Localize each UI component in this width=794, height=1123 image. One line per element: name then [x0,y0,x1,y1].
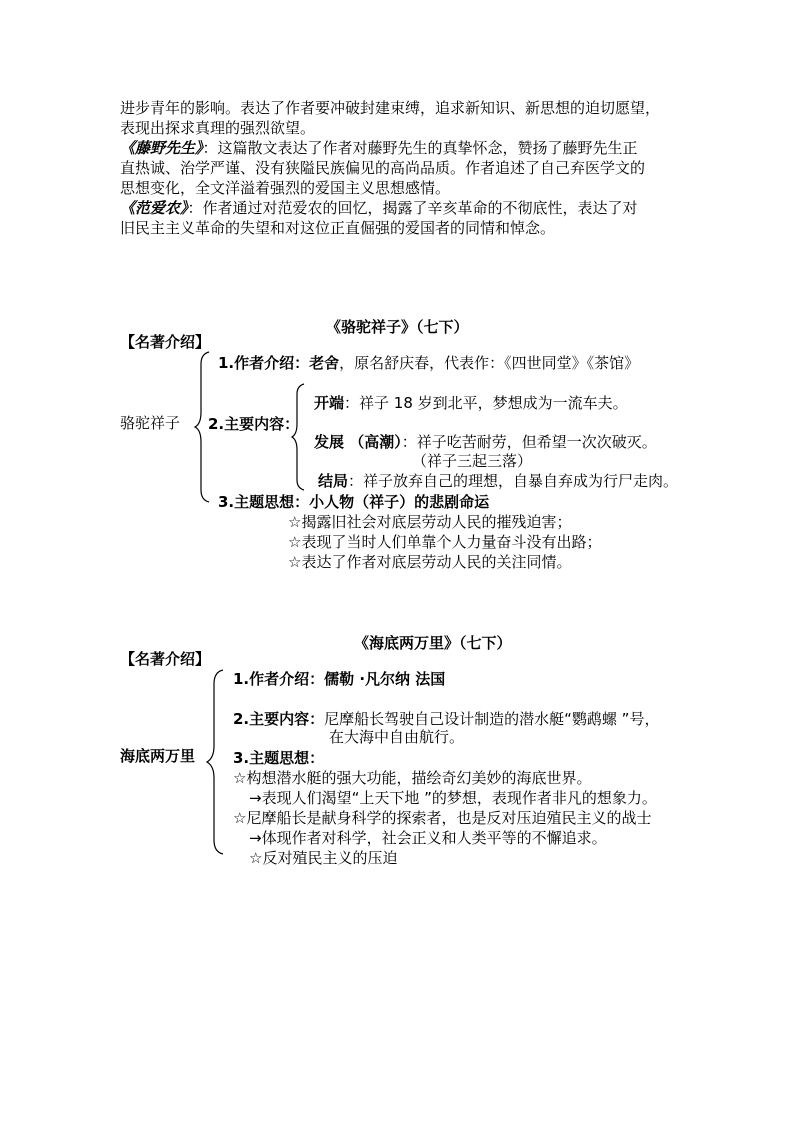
haidi-theme-line-2: →表现人们渴望“上天下地 ”的梦想，表现作者非凡的想象力。 [249,789,657,807]
fan-text-1: ：作者通过对范爱农的回忆，揭露了辛亥革命的不彻底性，表达了对 [187,199,638,217]
haidi-book-name: 海底两万里 [120,747,196,765]
tengye-line-3: 思想变化，全文洋溢着强烈的爱国主义思想感情。 [120,179,451,197]
luotuo-theme-point-3: ☆表达了作者对底层劳动人民的关注同情。 [288,553,572,571]
luotuo-theme-text: 小人物（祥子）的悲剧命运 [309,493,490,511]
haidi-content-label: 2.主要内容： [233,710,325,728]
luotuo-title: 《骆驼祥子》（七下） [326,318,469,336]
haidi-author-text: 儒勒 ·凡尔纳 法国 [324,670,446,688]
fan-title: 《范爱农》 [120,199,188,217]
tengye-line-1 [120,138,638,158]
luotuo-climax-text: ：祥子吃苦耐劳，但希望一次次破灭。 [401,433,657,451]
haidi-content-line-2: 在大海中自由航行。 [329,728,465,746]
haidi-content-line-1 [233,709,659,729]
luotuo-start-line [314,393,628,413]
haidi-main-brace [207,670,229,854]
luotuo-author-label: 1.作者介绍： [218,354,310,372]
luotuo-content-label: 2.主要内容： [208,415,300,433]
luotuo-theme-label: 3.主题思想： [218,493,310,511]
luotuo-author-name: 老舍 [309,354,340,372]
luotuo-start-text: ：祥子 18 岁到北平，梦想成为一流车夫。 [344,394,628,412]
luotuo-end-text: ：祥子放弃自己的理想，自暴自弃成为行尸走肉。 [348,472,679,490]
tengye-title: 《藤野先生》 [120,139,203,157]
haidi-theme-line-4: →体现作者对科学，社会正义和人类平等的不懈追求。 [249,829,607,847]
tengye-line-2: 直热诚、治学严谨、没有狭隘民族偏见的高尚品质。作者追述了自己弃医学文的 [120,159,646,177]
haidi-author-line [233,669,445,689]
haidi-content-text-1: 尼摩船长驾驶自己设计制造的潜水艇“鹦鹉螺 ”号， [324,710,660,728]
tengye-text-1: ：这篇散文表达了作者对藤野先生的真挚怀念，赞扬了藤野先生正 [202,139,638,157]
luotuo-content-brace [292,384,310,490]
luotuo-climax-line [314,432,657,452]
luotuo-book-name: 骆驼祥子 [120,414,181,432]
luotuo-author-rest: ，原名舒庆春，代表作：《四世同堂》《茶馆》 [339,354,640,372]
haidi-title: 《海底两万里》（七下） [354,634,512,652]
luotuo-climax-label: 发展 （高潮） [314,433,402,451]
intro-line-1: 进步青年的影响。表达了作者要冲破封建束缚，追求新知识、新思想的迫切愿望， [120,99,661,117]
luotuo-end-line [318,471,678,491]
haidi-theme-line-1: ☆构想潜水艇的强大功能，描绘奇幻美妙的海底世界。 [233,769,592,787]
intro-line-2: 表现出探求真理的强烈欲望。 [120,119,316,137]
luotuo-start-label: 开端 [314,394,345,412]
luotuo-theme-line [218,492,489,512]
fan-line-1 [120,198,638,218]
haidi-theme-line-5: ☆反对殖民主义的压迫 [249,849,398,867]
haidi-intro-label: 【名著介绍】 [120,650,211,668]
luotuo-theme-point-1: ☆揭露旧社会对底层劳动人民的摧残迫害； [288,513,572,531]
fan-line-2: 旧民主主义革命的失望和对这位正直倔强的爱国者的同情和悼念。 [120,219,556,237]
haidi-theme-label: 3.主题思想： [233,749,325,767]
luotuo-intro-label: 【名著介绍】 [120,333,211,351]
luotuo-end-label: 结局 [318,472,349,490]
haidi-theme-line-3: ☆尼摩船长是献身科学的探索者，也是反对压迫殖民主义的战士 [233,809,652,827]
luotuo-author-line [218,353,639,373]
haidi-author-label: 1.作者介绍： [233,670,325,688]
luotuo-climax-note: （祥子三起三落） [412,452,533,470]
luotuo-theme-point-2: ☆表现了当时人们单靠个人力量奋斗没有出路； [288,533,602,551]
